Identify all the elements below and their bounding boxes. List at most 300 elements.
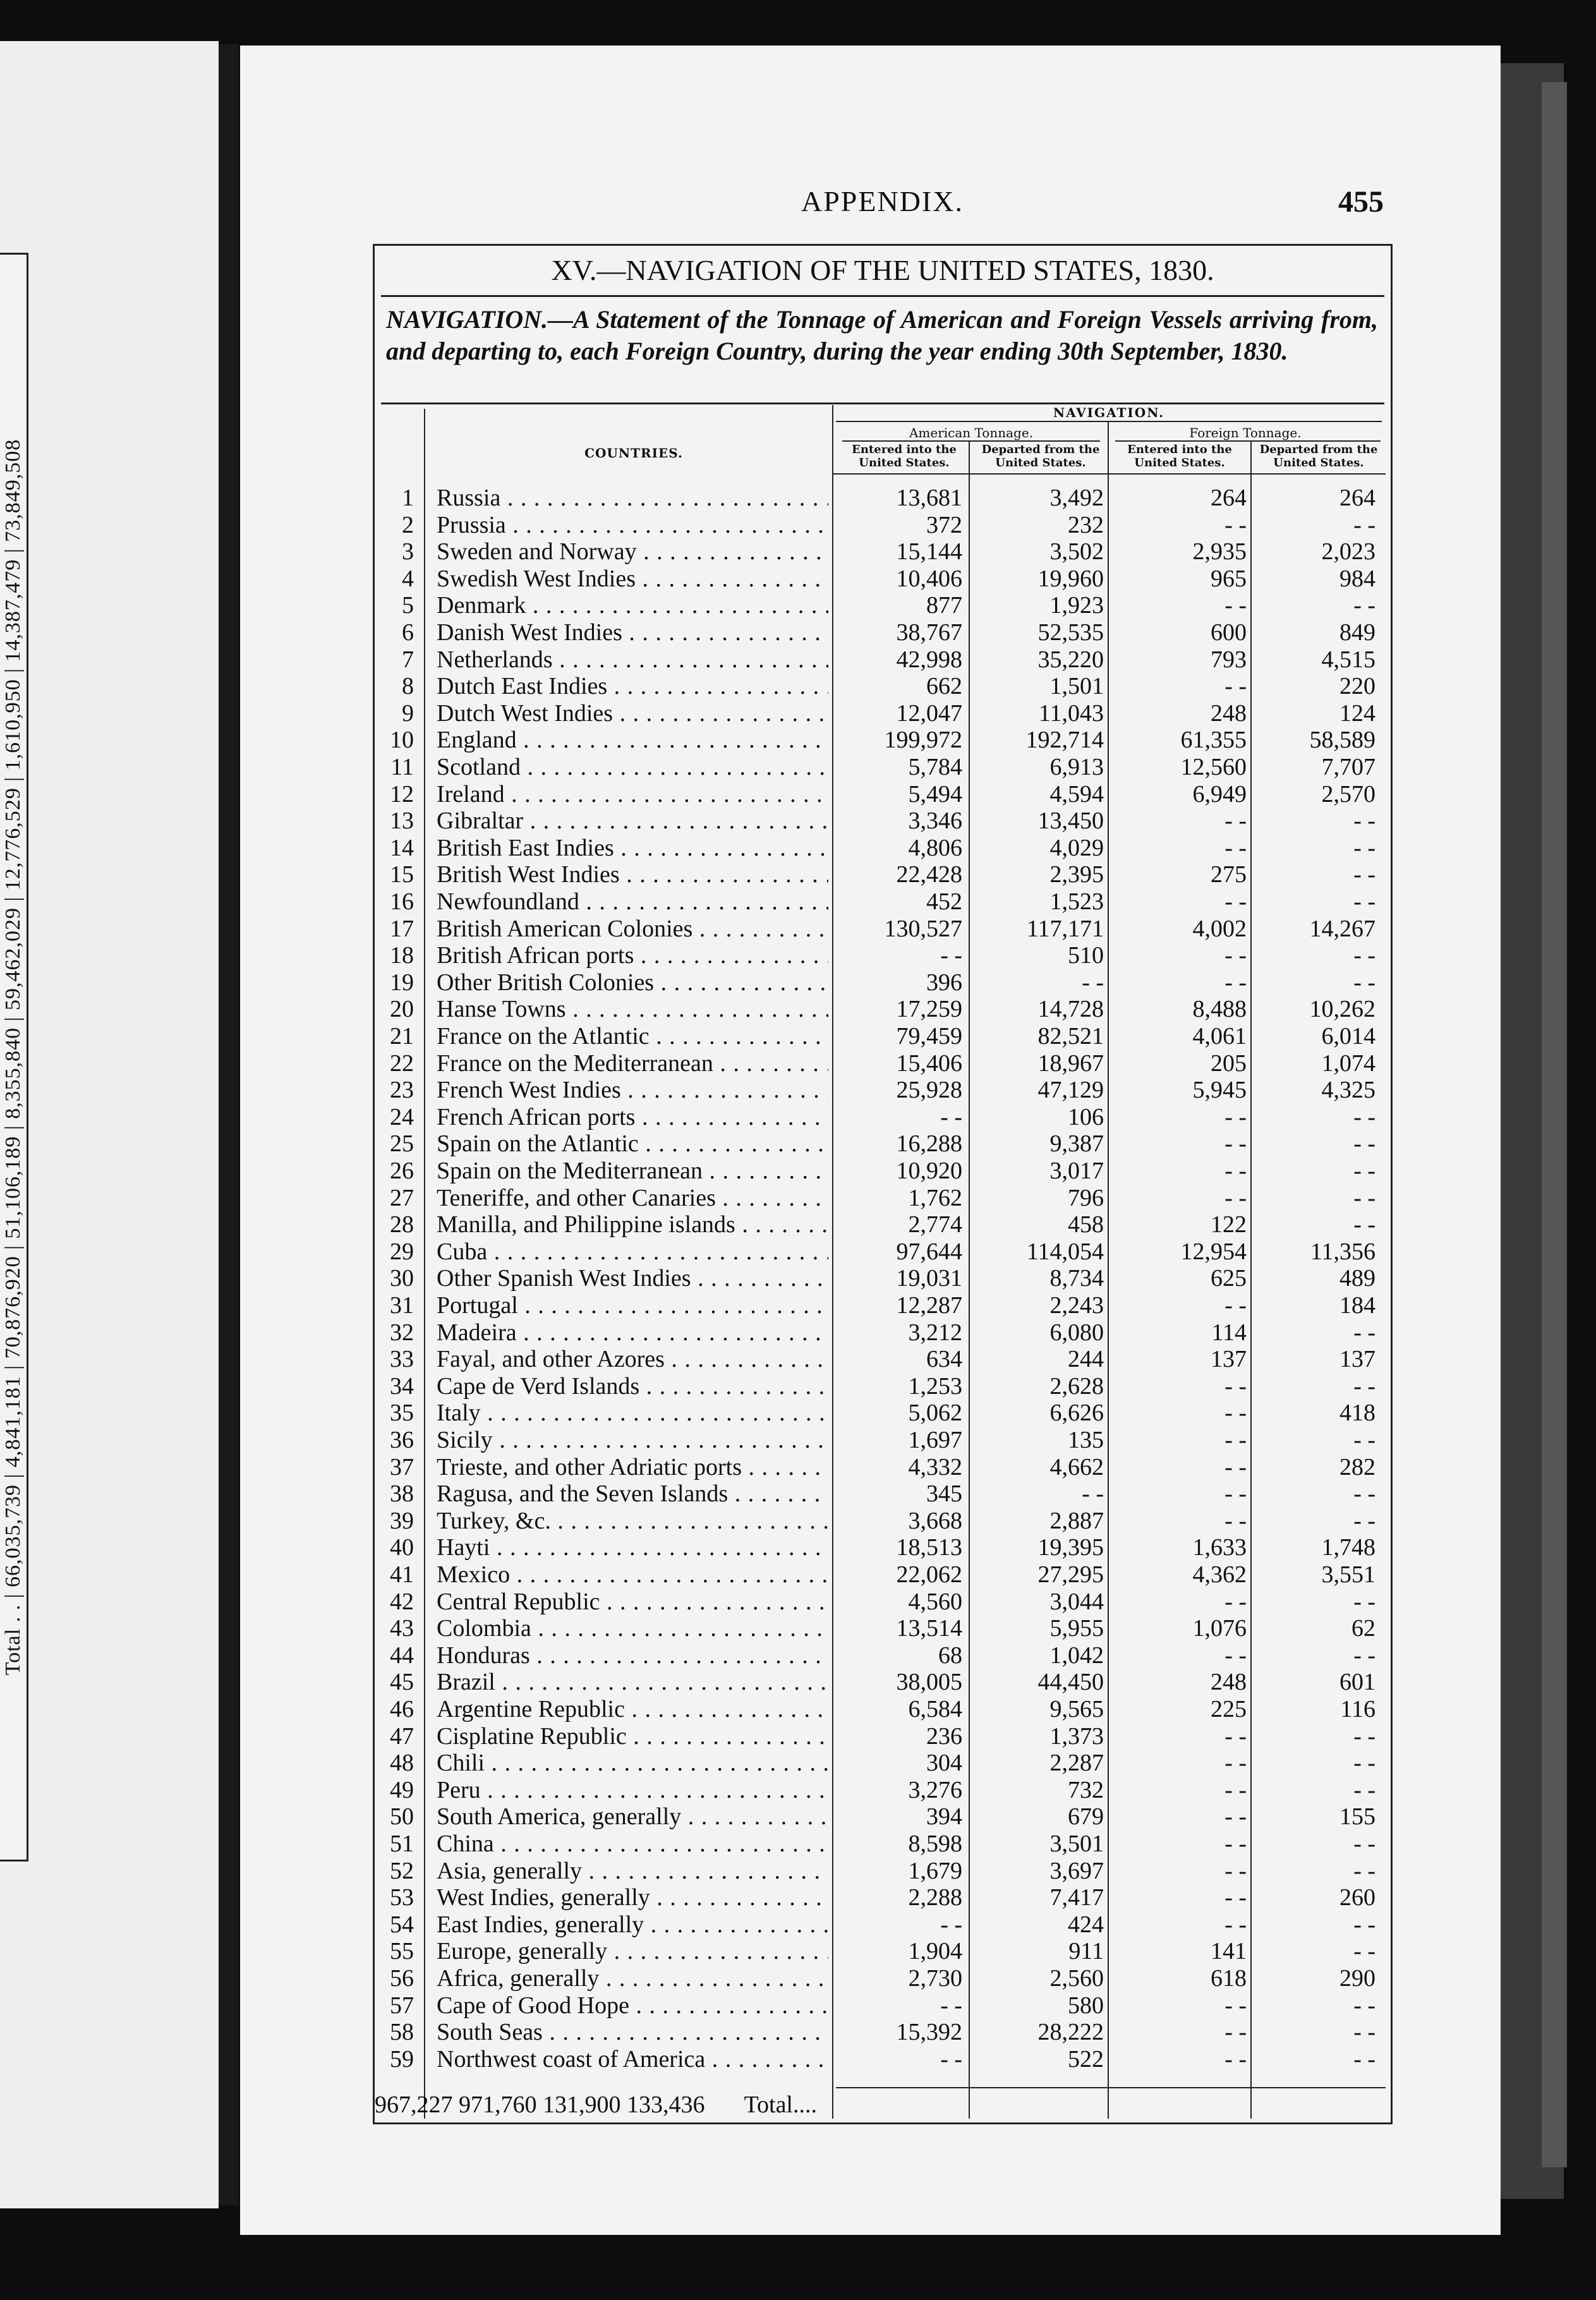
row-number: 11 — [390, 754, 414, 780]
row-number: 38 — [390, 1480, 414, 1508]
facing-page — [0, 41, 219, 2208]
table-statement: NAVIGATION.—A Statement of the Tonnage of American and Foreign Vessels arriving from, and departing to, each Foreign Country, during the year ending 30th September, 1830. — [386, 305, 1378, 365]
row-number: 52 — [390, 1857, 414, 1884]
column-header-rule — [832, 473, 1386, 475]
table-row — [375, 754, 1387, 781]
table-row — [375, 1373, 1387, 1400]
row-number: 42 — [390, 1588, 414, 1615]
table-row — [375, 592, 1387, 619]
row-foreign-departed: - - — [1353, 1211, 1375, 1238]
row-number: 30 — [390, 1265, 414, 1292]
row-foreign-departed: - - — [1353, 1130, 1375, 1158]
row-foreign-entered: - - — [1224, 1911, 1247, 1938]
row-number: 53 — [390, 1884, 414, 1911]
row-american-departed: 135 — [1068, 1427, 1104, 1453]
row-american-entered: 97,644 — [896, 1238, 962, 1265]
table-row — [375, 1642, 1387, 1669]
row-number: 47 — [390, 1722, 414, 1750]
row-foreign-departed: - - — [1353, 1372, 1375, 1400]
table-row — [375, 1911, 1387, 1939]
row-foreign-entered: 61,355 — [1180, 727, 1247, 754]
row-country: Gibraltar . . . — [437, 808, 828, 835]
table-row — [375, 1454, 1387, 1481]
book-gutter — [219, 44, 239, 2205]
row-american-entered: - - — [940, 1992, 962, 2019]
row-foreign-entered: - - — [1224, 673, 1247, 700]
row-foreign-entered: 275 — [1211, 861, 1247, 888]
table-row — [375, 1346, 1387, 1373]
table-row — [375, 1319, 1387, 1347]
row-foreign-departed: - - — [1353, 1992, 1375, 2019]
row-foreign-entered: - - — [1224, 1372, 1247, 1400]
row-country: Brazil . . . — [437, 1669, 828, 1696]
row-foreign-entered: 248 — [1211, 699, 1247, 727]
total-row — [375, 2091, 1387, 2119]
row-country: Teneriffe, and other Canaries . . . — [437, 1185, 828, 1212]
table-heading: XV.—NAVIGATION OF THE UNITED STATES, 1830. — [551, 254, 1214, 286]
row-foreign-entered: - - — [1224, 2045, 1247, 2073]
row-american-entered: 15,144 — [896, 538, 962, 566]
navigation-group-label: NAVIGATION. — [1053, 405, 1165, 420]
row-american-entered: 15,392 — [896, 2019, 962, 2046]
row-number: 54 — [390, 1911, 414, 1938]
row-foreign-departed: - - — [1353, 834, 1375, 861]
row-american-departed: 1,501 — [1049, 673, 1104, 700]
table-row — [375, 485, 1387, 512]
facing-page-total-strip — [0, 253, 28, 1861]
row-number: 17 — [390, 915, 414, 942]
row-american-departed: 3,697 — [1049, 1857, 1104, 1884]
row-foreign-departed: 2,570 — [1321, 780, 1375, 808]
row-american-entered: 18,513 — [896, 1534, 962, 1561]
row-american-departed: 796 — [1068, 1184, 1104, 1211]
row-american-entered: 1,253 — [908, 1372, 962, 1400]
table-row — [375, 1050, 1387, 1077]
row-american-entered: 452 — [926, 888, 962, 915]
table-row — [375, 861, 1387, 888]
row-american-entered: 13,681 — [896, 485, 962, 511]
row-american-entered: 1,679 — [908, 1857, 962, 1884]
row-american-departed: 1,923 — [1049, 592, 1104, 619]
row-country: Trieste, and other Adriatic ports . . . — [437, 1454, 828, 1481]
row-country: Colombia . . . — [437, 1615, 828, 1642]
table-row — [375, 1669, 1387, 1696]
row-number: 58 — [390, 2019, 414, 2046]
table-row — [375, 1750, 1387, 1777]
row-number: 7 — [402, 646, 414, 673]
row-american-departed: 4,662 — [1049, 1453, 1104, 1480]
row-foreign-departed: 264 — [1339, 485, 1375, 511]
total-rule — [836, 2087, 1386, 2088]
row-american-departed: 19,395 — [1037, 1534, 1104, 1561]
row-foreign-departed: 116 — [1340, 1696, 1375, 1722]
row-american-entered: 394 — [926, 1803, 962, 1831]
row-american-departed: 9,387 — [1049, 1130, 1104, 1158]
row-country: Chili . . . — [437, 1750, 828, 1777]
row-foreign-departed: 62 — [1351, 1615, 1375, 1642]
row-country: East Indies, generally . . . — [437, 1911, 828, 1939]
row-foreign-departed: - - — [1353, 942, 1375, 969]
row-number: 15 — [390, 861, 414, 888]
row-foreign-entered: 248 — [1211, 1669, 1247, 1696]
row-american-departed: 44,450 — [1037, 1669, 1104, 1696]
row-country: Honduras . . . — [437, 1642, 828, 1669]
row-foreign-entered: 4,061 — [1192, 1023, 1247, 1050]
col-header-american-departed: Departed from the United States. — [981, 443, 1100, 469]
row-country: Argentine Republic . . . — [437, 1696, 828, 1723]
row-foreign-departed: 7,707 — [1321, 754, 1375, 780]
table-row — [375, 1130, 1387, 1158]
row-number: 26 — [390, 1158, 414, 1184]
row-american-entered: 22,428 — [896, 861, 962, 888]
table-row — [375, 512, 1387, 539]
table-row — [375, 700, 1387, 727]
row-country: Spain on the Mediterranean . . . — [437, 1158, 828, 1185]
row-country: Hanse Towns . . . — [437, 996, 828, 1023]
row-american-departed: 19,960 — [1037, 565, 1104, 592]
row-foreign-departed: 3,551 — [1321, 1561, 1375, 1588]
table-row — [375, 916, 1387, 943]
row-american-entered: 12,047 — [896, 699, 962, 727]
row-american-entered: 4,560 — [908, 1588, 962, 1615]
row-number: 43 — [390, 1615, 414, 1642]
row-number: 28 — [390, 1211, 414, 1238]
table-row — [375, 538, 1387, 566]
row-foreign-entered: - - — [1224, 1750, 1247, 1777]
table-row — [375, 1480, 1387, 1508]
row-foreign-departed: - - — [1353, 1750, 1375, 1777]
row-country: Central Republic . . . — [437, 1589, 828, 1616]
table-row — [375, 1803, 1387, 1831]
col-header-american-entered: Entered into the United States. — [852, 443, 957, 469]
row-number: 36 — [390, 1427, 414, 1453]
row-foreign-entered: - - — [1224, 1400, 1247, 1427]
row-american-departed: 6,913 — [1049, 754, 1104, 780]
row-american-departed: 2,887 — [1049, 1507, 1104, 1534]
row-american-departed: 1,042 — [1049, 1642, 1104, 1669]
row-american-departed: 2,243 — [1049, 1292, 1104, 1319]
row-american-departed: 244 — [1068, 1346, 1104, 1373]
row-foreign-entered: 600 — [1211, 619, 1247, 646]
row-foreign-departed: 290 — [1339, 1965, 1375, 1992]
row-american-entered: 199,972 — [884, 727, 962, 754]
table-row — [375, 1884, 1387, 1911]
row-number: 6 — [402, 619, 414, 646]
total-american-departed: 971,760 — [459, 2091, 537, 2118]
row-country: Scotland . . . — [437, 754, 828, 781]
row-foreign-entered: - - — [1224, 1722, 1247, 1750]
row-country: France on the Atlantic . . . — [437, 1023, 828, 1050]
row-american-departed: 7,417 — [1049, 1884, 1104, 1911]
row-american-entered: 8,598 — [908, 1831, 962, 1857]
table-row — [375, 1938, 1387, 1965]
row-american-entered: 3,668 — [908, 1507, 962, 1534]
row-american-departed: 1,523 — [1049, 888, 1104, 915]
row-american-departed: 522 — [1068, 2045, 1104, 2073]
row-foreign-entered: - - — [1224, 1776, 1247, 1803]
row-number: 29 — [390, 1238, 414, 1265]
row-american-entered: 1,762 — [908, 1184, 962, 1211]
row-foreign-entered: - - — [1224, 1130, 1247, 1158]
row-country: Cuba . . . — [437, 1238, 828, 1266]
row-country: Ireland . . . — [437, 781, 828, 808]
row-number: 5 — [402, 592, 414, 619]
row-country: Fayal, and other Azores . . . — [437, 1346, 828, 1373]
row-foreign-departed: - - — [1353, 1158, 1375, 1184]
row-number: 19 — [390, 969, 414, 996]
row-foreign-departed: - - — [1353, 1642, 1375, 1669]
row-american-departed: 232 — [1068, 511, 1104, 538]
row-foreign-departed: 6,014 — [1321, 1023, 1375, 1050]
row-country: Sicily . . . — [437, 1427, 828, 1454]
row-foreign-entered: - - — [1224, 1480, 1247, 1508]
row-foreign-departed: 2,023 — [1321, 538, 1375, 566]
table-row — [375, 1104, 1387, 1131]
row-american-departed: 27,295 — [1037, 1561, 1104, 1588]
table-row — [375, 673, 1387, 700]
row-american-departed: 510 — [1068, 942, 1104, 969]
table-row — [375, 1400, 1387, 1427]
row-country: Hayti . . . — [437, 1534, 828, 1561]
row-foreign-departed: 14,267 — [1309, 915, 1375, 942]
row-country: Netherlands . . . — [437, 646, 828, 674]
row-foreign-entered: - - — [1224, 1857, 1247, 1884]
row-country: Asia, generally . . . — [437, 1858, 828, 1885]
row-american-departed: - - — [1082, 969, 1104, 996]
row-country: Europe, generally . . . — [437, 1938, 828, 1965]
row-country: Denmark . . . — [437, 592, 828, 619]
row-number: 18 — [390, 942, 414, 969]
countries-column-header: COUNTRIES. — [584, 445, 683, 461]
row-foreign-departed: 10,262 — [1309, 996, 1375, 1023]
row-american-entered: 5,062 — [908, 1400, 962, 1427]
row-number: 40 — [390, 1534, 414, 1561]
row-foreign-departed: - - — [1353, 1103, 1375, 1130]
row-foreign-entered: - - — [1224, 1507, 1247, 1534]
row-country: Dutch East Indies . . . — [437, 673, 828, 700]
row-country: Other Spanish West Indies . . . — [437, 1265, 828, 1292]
row-country: British American Colonies . . . — [437, 916, 828, 943]
row-country: Italy . . . — [437, 1400, 828, 1427]
row-american-entered: 10,406 — [896, 565, 962, 592]
row-country: China . . . — [437, 1831, 828, 1858]
row-foreign-departed: 489 — [1339, 1265, 1375, 1292]
table-row — [375, 1965, 1387, 1992]
row-american-departed: 2,628 — [1049, 1372, 1104, 1400]
row-foreign-departed: 11,356 — [1310, 1238, 1375, 1265]
row-country: South America, generally . . . — [437, 1803, 828, 1831]
row-foreign-departed: 984 — [1339, 565, 1375, 592]
row-number: 49 — [390, 1776, 414, 1803]
row-american-entered: 68 — [938, 1642, 962, 1669]
row-american-entered: 5,784 — [908, 754, 962, 780]
row-american-entered: 236 — [926, 1722, 962, 1750]
row-american-departed: 2,395 — [1049, 861, 1104, 888]
row-foreign-entered: - - — [1224, 2019, 1247, 2046]
row-american-entered: 1,697 — [908, 1427, 962, 1453]
row-foreign-departed: - - — [1353, 511, 1375, 538]
row-foreign-entered: 114 — [1211, 1319, 1247, 1346]
row-american-entered: 79,459 — [896, 1023, 962, 1050]
row-country: France on the Mediterranean . . . — [437, 1050, 828, 1077]
row-foreign-departed: - - — [1353, 1776, 1375, 1803]
row-american-departed: 18,967 — [1037, 1050, 1104, 1077]
row-foreign-entered: 225 — [1211, 1696, 1247, 1722]
row-number: 27 — [390, 1184, 414, 1211]
row-american-entered: 2,730 — [908, 1965, 962, 1992]
row-number: 8 — [402, 673, 414, 700]
table-row — [375, 1589, 1387, 1616]
row-number: 12 — [390, 780, 414, 808]
table-row — [375, 1858, 1387, 1885]
row-american-departed: 117,171 — [1026, 915, 1104, 942]
row-american-entered: 6,584 — [908, 1696, 962, 1722]
row-foreign-departed: - - — [1353, 592, 1375, 619]
row-number: 33 — [390, 1346, 414, 1373]
row-foreign-entered: - - — [1224, 1453, 1247, 1480]
row-foreign-departed: 220 — [1339, 673, 1375, 700]
row-american-departed: 679 — [1068, 1803, 1104, 1831]
row-foreign-entered: - - — [1224, 1831, 1247, 1857]
row-number: 34 — [390, 1372, 414, 1400]
row-foreign-departed: - - — [1353, 1938, 1375, 1965]
row-american-entered: 12,287 — [896, 1292, 962, 1319]
row-foreign-entered: 4,362 — [1192, 1561, 1247, 1588]
row-foreign-entered: - - — [1224, 942, 1247, 969]
table-row — [375, 1427, 1387, 1454]
table-row — [375, 2046, 1387, 2073]
table-row — [375, 781, 1387, 808]
row-american-departed: 35,220 — [1037, 646, 1104, 673]
row-number: 21 — [390, 1023, 414, 1050]
row-number: 20 — [390, 996, 414, 1023]
row-american-departed: 3,492 — [1049, 485, 1104, 511]
american-group-rule — [842, 440, 1100, 442]
row-number: 24 — [390, 1103, 414, 1130]
table-row — [375, 1508, 1387, 1535]
row-foreign-entered: 618 — [1211, 1965, 1247, 1992]
table-row — [375, 1992, 1387, 2019]
row-foreign-departed: 1,748 — [1321, 1534, 1375, 1561]
row-american-departed: 192,714 — [1025, 727, 1104, 754]
row-foreign-departed: - - — [1353, 1184, 1375, 1211]
table-row — [375, 1777, 1387, 1804]
row-number: 39 — [390, 1507, 414, 1534]
table-row — [375, 1696, 1387, 1723]
row-country: Swedish West Indies . . . — [437, 566, 828, 593]
row-foreign-departed: - - — [1353, 2019, 1375, 2046]
row-number: 46 — [390, 1696, 414, 1722]
row-american-entered: 38,767 — [896, 619, 962, 646]
table-row — [375, 969, 1387, 996]
row-foreign-departed: 58,589 — [1309, 727, 1375, 754]
col-header-foreign-departed: Departed from the United States. — [1259, 443, 1378, 469]
row-american-entered: 634 — [926, 1346, 962, 1373]
row-foreign-entered: 5,945 — [1192, 1077, 1247, 1104]
row-foreign-entered: 122 — [1211, 1211, 1247, 1238]
page-edge-shadow — [1542, 82, 1567, 2167]
table-row — [375, 1615, 1387, 1642]
row-foreign-departed: - - — [1353, 1722, 1375, 1750]
row-foreign-departed: 4,515 — [1321, 646, 1375, 673]
row-american-entered: 16,288 — [896, 1130, 962, 1158]
row-american-departed: 5,955 — [1049, 1615, 1104, 1642]
navigation-group-rule — [836, 421, 1382, 422]
row-foreign-entered: 8,488 — [1192, 996, 1247, 1023]
row-american-departed: 3,017 — [1049, 1158, 1104, 1184]
row-number: 35 — [390, 1400, 414, 1427]
row-country: Turkey, &c. . . . — [437, 1508, 828, 1535]
row-american-departed: - - — [1082, 1480, 1104, 1508]
row-country: Prussia . . . — [437, 512, 828, 539]
table-row — [375, 808, 1387, 835]
foreign-group-rule — [1115, 440, 1381, 442]
row-country: Ragusa, and the Seven Islands . . . — [437, 1480, 828, 1508]
row-foreign-entered: 12,954 — [1180, 1238, 1247, 1265]
row-foreign-entered: - - — [1224, 834, 1247, 861]
row-american-entered: 42,998 — [896, 646, 962, 673]
row-american-departed: 424 — [1068, 1911, 1104, 1938]
row-number: 48 — [390, 1750, 414, 1777]
row-foreign-entered: 4,002 — [1192, 915, 1247, 942]
table-row — [375, 1561, 1387, 1589]
col-header-foreign-entered: Entered into the United States. — [1127, 443, 1232, 469]
row-american-departed: 732 — [1068, 1776, 1104, 1803]
row-american-departed: 47,129 — [1037, 1077, 1104, 1104]
row-american-departed: 14,728 — [1037, 996, 1104, 1023]
row-number: 41 — [390, 1561, 414, 1588]
row-country: Newfoundland . . . — [437, 888, 828, 916]
row-country: Sweden and Norway . . . — [437, 538, 828, 566]
row-foreign-departed: 282 — [1339, 1453, 1375, 1480]
row-number: 55 — [390, 1938, 414, 1965]
row-country: Russia . . . — [437, 485, 828, 512]
row-american-entered: 396 — [926, 969, 962, 996]
row-foreign-departed: 4,325 — [1321, 1077, 1375, 1104]
row-foreign-departed: - - — [1353, 808, 1375, 835]
row-foreign-entered: - - — [1224, 1992, 1247, 2019]
row-american-departed: 3,501 — [1049, 1831, 1104, 1857]
table-row — [375, 1534, 1387, 1561]
row-american-departed: 6,626 — [1049, 1400, 1104, 1427]
row-foreign-departed: 260 — [1339, 1884, 1375, 1911]
total-foreign-departed: 133,436 — [627, 2091, 705, 2118]
row-american-entered: 662 — [926, 673, 962, 700]
row-foreign-entered: - - — [1224, 1642, 1247, 1669]
total-foreign-entered: 131,900 — [543, 2091, 621, 2118]
heading-rule — [381, 295, 1384, 297]
row-foreign-entered: 965 — [1211, 565, 1247, 592]
row-american-entered: - - — [940, 942, 962, 969]
table-row — [375, 1723, 1387, 1750]
row-foreign-departed: - - — [1353, 1427, 1375, 1453]
row-american-entered: - - — [940, 1103, 962, 1130]
row-american-departed: 3,502 — [1049, 538, 1104, 566]
row-country: Cape of Good Hope . . . — [437, 1992, 828, 2019]
row-foreign-departed: 601 — [1339, 1669, 1375, 1696]
row-country: Spain on the Atlantic . . . — [437, 1130, 828, 1158]
facing-page-total-text: Total . . | 66,035,739 | 4,841,181 | 70,876,920 | 51,106,189 | 8,355,840 | 59,462,029 | 12,776,529 | 1,610,950 | 14,387,479 | 73,849,508 — [1, 439, 25, 1676]
row-american-entered: 2,288 — [908, 1884, 962, 1911]
row-foreign-departed: 1,074 — [1321, 1050, 1375, 1077]
row-foreign-departed: 418 — [1339, 1400, 1375, 1427]
table-row — [375, 1077, 1387, 1104]
row-number: 59 — [390, 2045, 414, 2073]
row-american-entered: 17,259 — [896, 996, 962, 1023]
row-foreign-entered: - - — [1224, 592, 1247, 619]
american-tonnage-label: American Tonnage. — [909, 425, 1034, 440]
row-number: 32 — [390, 1319, 414, 1346]
